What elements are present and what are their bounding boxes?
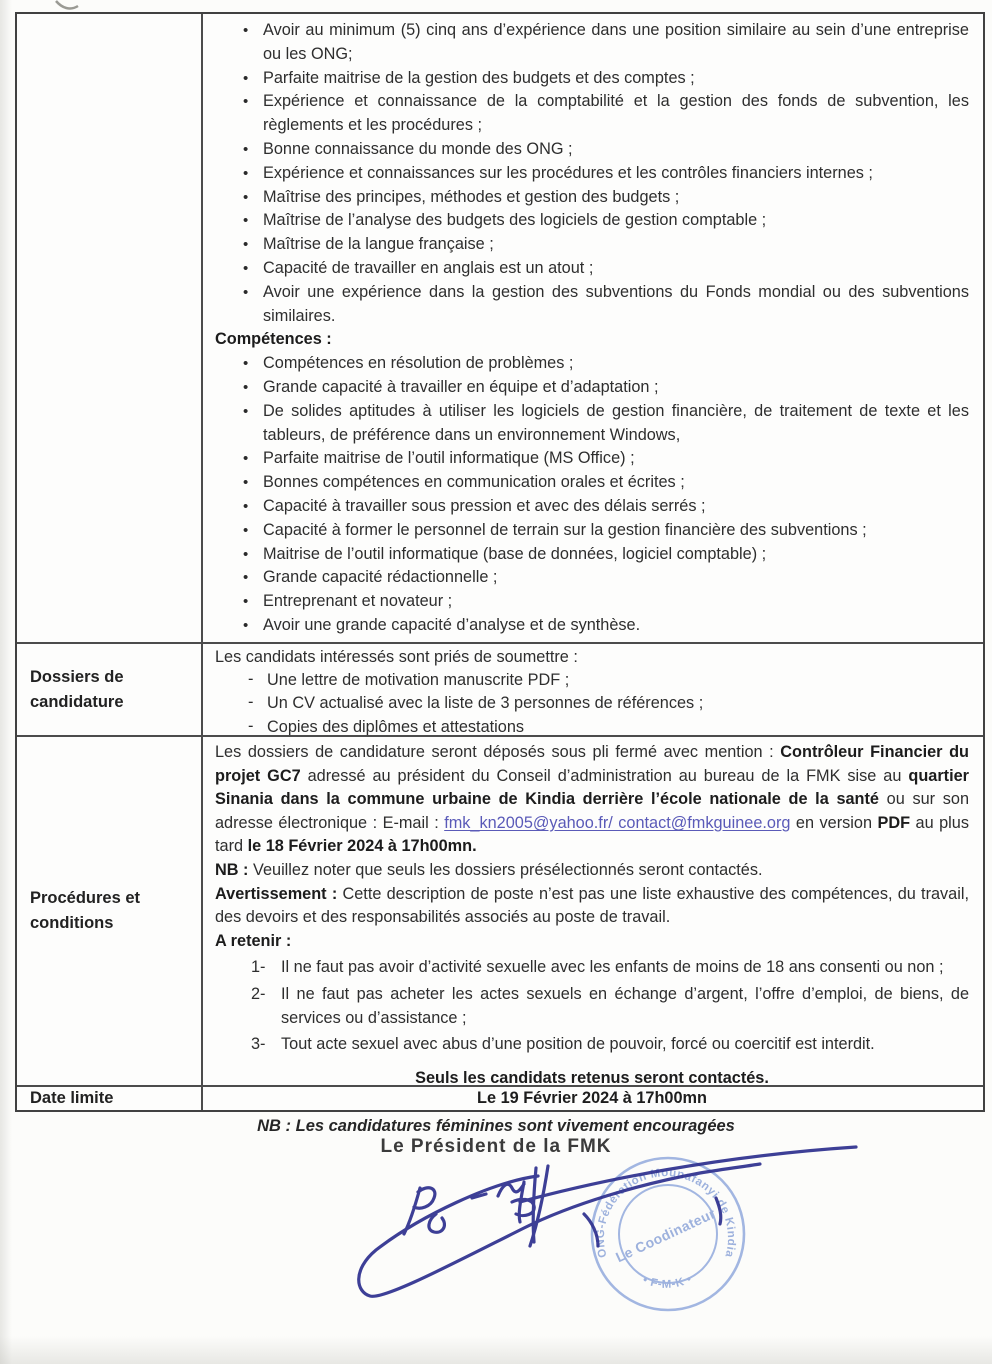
a-retenir-heading: A retenir : [215, 931, 292, 950]
signature-dash-stroke [472, 1194, 486, 1198]
numbered-item [215, 1033, 969, 1057]
signature-loop-stroke [359, 1164, 760, 1296]
text-run: Cette description de poste n’est pas une liste exhaustive des compétences, du travail, des devoirs et des responsabilités associés au poste de travail. [215, 884, 969, 927]
footer-nb-line: NB : Les candidatures féminines sont vivement encouragées [257, 1117, 735, 1135]
bullet-item: • Expérience et connaissance de la comptabilité et la gestion des fonds de subvention, les règlements et les procédures ; [215, 90, 969, 138]
submission-paragraph [215, 741, 969, 859]
dossiers-cell [203, 644, 983, 735]
item-text: Il ne faut pas avoir d’activité sexuelle avec les enfants de moins de 18 ans consenti ou non ; [281, 958, 944, 977]
row-label-procedures: Procédures et conditions [17, 737, 203, 1085]
text-run: Les dossiers de candidature seront déposés sous pli fermé avec mention : [215, 743, 781, 761]
bullet-item: • Maîtrise de l’analyse des budgets des logiciels de gestion comptable ; [215, 209, 969, 233]
signature-vertical-stroke [530, 1166, 548, 1246]
text-run: au plus tard [215, 813, 969, 856]
bullet-item: • Capacité à travailler sous pression et avec des délais serrés ; [215, 495, 969, 519]
signature-po-initials [404, 1188, 444, 1234]
table-row-procedures [17, 735, 983, 1085]
scan-shadow-left [0, 0, 12, 1364]
text-run: Veuillez noter que seuls les dossiers présélectionnés seront contactés. [248, 860, 763, 879]
bold-text: le 18 Février 2024 à 17h00mn. [247, 837, 477, 856]
bullet-item: • Grande capacité rédactionnelle ; [215, 566, 969, 590]
nb-note [215, 859, 969, 883]
bold-text: PDF [877, 813, 911, 832]
bullet-item: • Maîtrise des principes, méthodes et gestion des budgets ; [215, 186, 969, 210]
item-number: 3- [251, 1035, 266, 1054]
bold-text: NB : [215, 860, 249, 879]
qualifications-cell [203, 14, 983, 642]
text-run: ou sur son adresse électronique : E-mail : [215, 790, 969, 832]
bold-text: quartier Sinania dans la commune urbaine de Kindia derrière l’école nationale de la santé [215, 766, 969, 809]
row-label-dossiers: Dossiers de candidature [17, 644, 203, 735]
competences-heading: Compétences : [215, 330, 332, 349]
text-run: en version [790, 813, 878, 832]
dash-item: - Un CV actualisé avec la liste de 3 personnes de références ; [215, 692, 969, 715]
bullet-item: • Bonne connaissance du monde des ONG ; [215, 138, 969, 162]
bullet-item: • Parfaite maitrise de la gestion des budgets et des comptes ; [215, 67, 969, 91]
dash-item: - Une lettre de motivation manuscrite PDF ; [215, 669, 969, 692]
competences-list [215, 352, 969, 638]
stamp-center-text: Le Coodinateur [613, 1204, 719, 1266]
bullet-item: • Compétences en résolution de problèmes ; [215, 352, 969, 376]
bullet-item: • Bonnes compétences en communication orales et écrites ; [215, 471, 969, 495]
item-number: 1- [251, 958, 266, 977]
stamp-outer-circle [592, 1158, 744, 1310]
item-text: Tout acte sexuel avec abus d’une position de pouvoir, forcé ou coercitif est interdit. [281, 1035, 875, 1054]
signature-ink [359, 1147, 856, 1296]
official-stamp [592, 1158, 744, 1310]
scan-artifact-mark [56, 1, 78, 8]
bullet-item: • Maitrise de l’outil informatique (base de données, logiciel comptable) ; [215, 543, 969, 567]
bullet-item: • De solides aptitudes à utiliser les logiciels de gestion financière, de traitement de texte et les tableurs, de préférence dans un environnement Windows, [215, 400, 969, 448]
stamp-top-arc-text: ONG-Fédération Mounafanyi de Kindia [594, 1167, 738, 1259]
bullet-item: • Expérience et connaissances sur les procédures et les contrôles financiers internes ; [215, 162, 969, 186]
deadline-value: Le 19 Février 2024 à 17h00mn [477, 1089, 707, 1107]
dossiers-intro: Les candidats intéressés sont priés de soumettre : [215, 648, 578, 666]
bullet-item: • Capacité à former le personnel de terrain sur la gestion financière des subventions ; [215, 519, 969, 543]
table-row-deadline [17, 1085, 983, 1110]
bullet-item: • Grande capacité à travailler en équipe et d’adaptation ; [215, 376, 969, 400]
row-label-deadline: Date limite [17, 1087, 203, 1110]
bullet-item: • Maîtrise de la langue française ; [215, 233, 969, 257]
row-label-cell-empty [17, 14, 203, 642]
procedures-cell [203, 737, 983, 1085]
signature-tick-stroke [584, 1214, 598, 1246]
numbered-item [215, 956, 969, 980]
email-link[interactable]: fmk_kn2005@yahoo.fr/ contact@fmkguinee.org [444, 813, 791, 832]
numbered-item [215, 983, 969, 1030]
signature-letter-bar [533, 1168, 536, 1242]
table-row-qualifications [17, 14, 983, 642]
dossiers-list [215, 669, 969, 735]
qualifications-list [215, 19, 969, 328]
item-text: Il ne faut pas acheter les actes sexuels en échange d’argent, l’offre d’emploi, de biens, de services ou d’assistance ; [281, 984, 969, 1027]
table-row-dossiers [17, 642, 983, 735]
job-posting-table [15, 12, 985, 1112]
dash-item: - Copies des diplômes et attestations [215, 716, 969, 735]
stamp-bottom-arc-text: • F-M-K • [640, 1273, 695, 1291]
bullet-item: • Entreprenant et novateur ; [215, 590, 969, 614]
bullet-item: • Avoir une grande capacité d’analyse et de synthèse. [215, 614, 969, 638]
bullet-item: • Avoir une expérience dans la gestion des subventions du Fonds mondial ou des subventions similaires. [215, 281, 969, 329]
bullet-item: • Parfaite maitrise de l’outil informatique (MS Office) ; [215, 447, 969, 471]
stamp-inner-circle [619, 1185, 717, 1283]
bold-text: Contrôleur Financier du projet GC7 [215, 743, 969, 785]
signature-small-mark [716, 1198, 721, 1224]
item-number: 2- [251, 984, 266, 1003]
bold-text: Avertissement : [215, 884, 338, 903]
text-run: adressé au président du Conseil d’administration au bureau de la FMK sise au [300, 766, 909, 785]
avertissement-paragraph [215, 883, 969, 930]
signature-letter-squiggle [498, 1182, 534, 1222]
bullet-item: • Avoir au minimum (5) cinq ans d’expérience dans une position similaire au sein d’une entreprise ou les ONG; [215, 19, 969, 67]
signature-title: Le Président de la FMK [380, 1136, 612, 1157]
scan-shadow-bottom [0, 1336, 992, 1364]
bullet-item: • Capacité de travailler en anglais est un atout ; [215, 257, 969, 281]
closing-statement: Seuls les candidats retenus seront contactés. [415, 1068, 769, 1085]
